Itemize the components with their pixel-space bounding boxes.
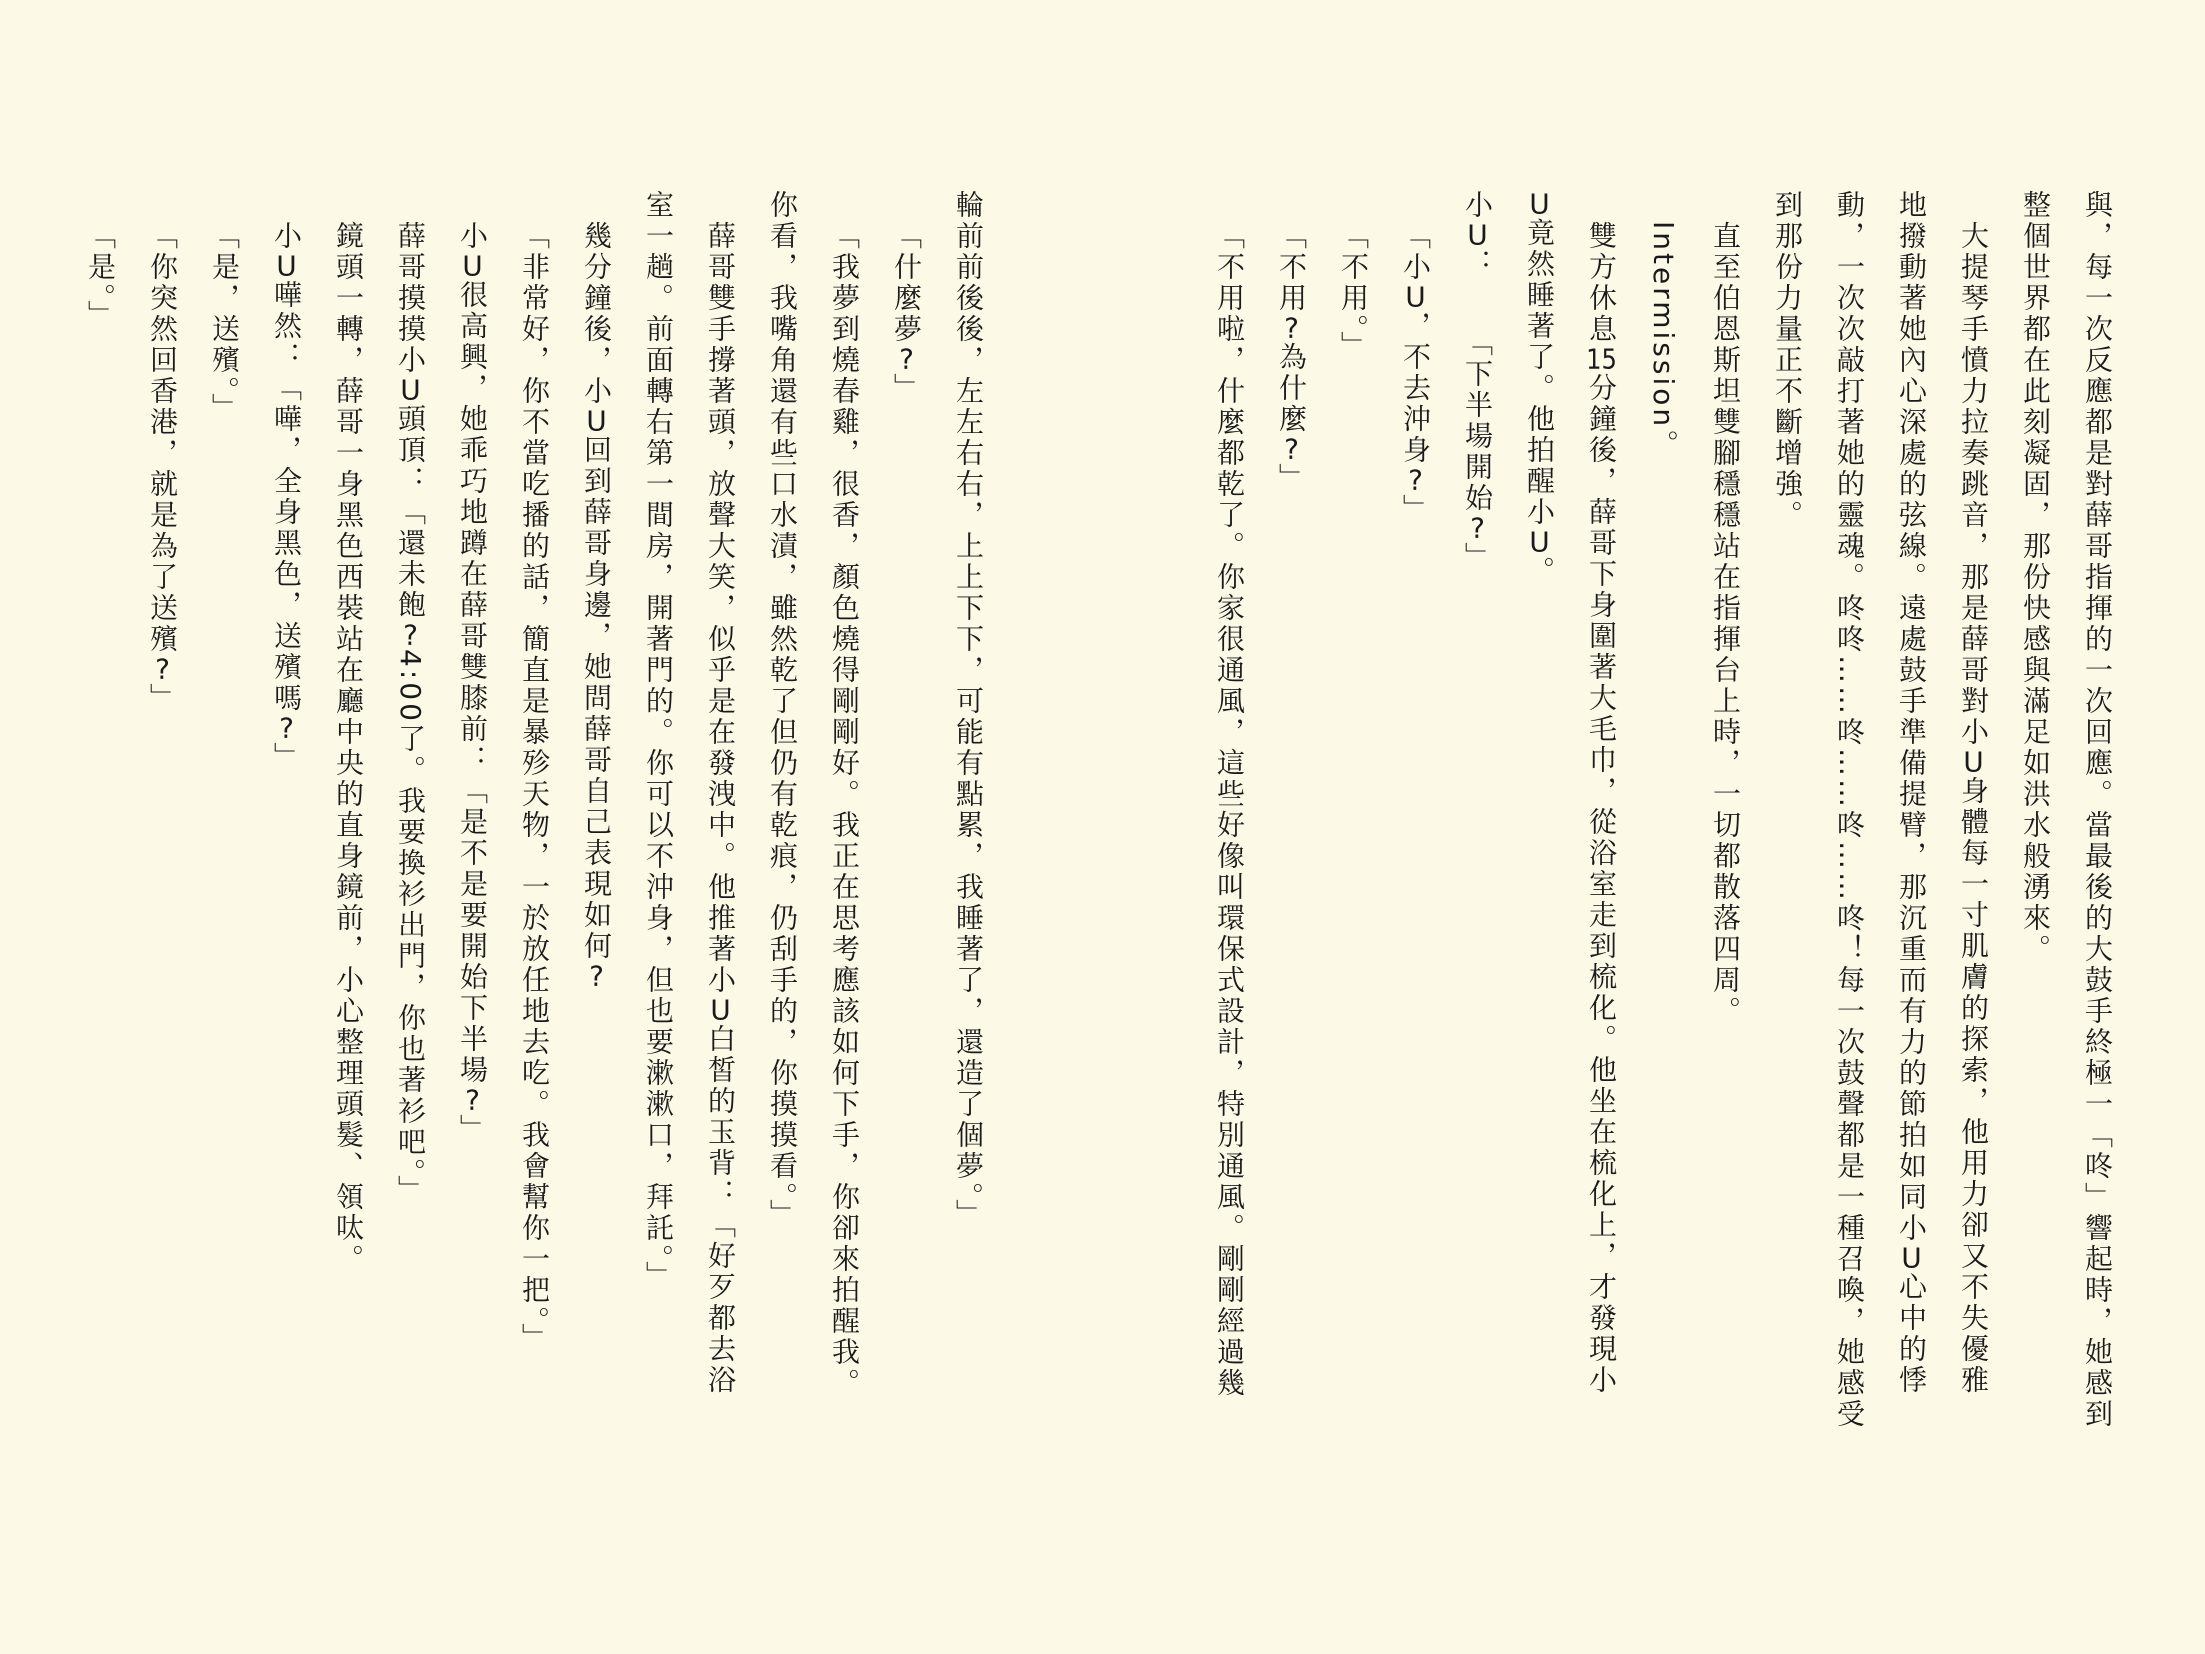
text-column: 你看，我嘴角還有些口水漬，雖然乾了但仍有乾痕，仍刮手的，你摸摸看。」 [766, 190, 799, 1230]
text-column: 小U： 「下半場開始?」 [1461, 190, 1494, 573]
text-column: 與，每一次反應都是對薛哥指揮的一次回應。當最後的大鼓手終極一「咚」響起時，她感到 [2081, 190, 2114, 1430]
text-column: 大提琴手憤力拉奏跳音，那是薛哥對小U身體每一寸肌膚的探索，他用力卻又不失優雅 [1957, 221, 1990, 1396]
text-column: 「非常好，你不當吃播的話，簡直是暴殄天物，一於放任地去吃。我會幫你一把。」 [518, 221, 551, 1354]
text-column: 「你突然回香港，就是為了送殯?」 [146, 221, 179, 714]
text-column: 「是，送殯。」 [208, 221, 241, 424]
text-column: 雙方休息15分鐘後，薛哥下身圍著大毛巾，從浴室走到梳化。他坐在梳化上，才發現小 [1585, 221, 1618, 1396]
text-column: 輪前前後後，左左右右，上上下下，可能有點累，我睡著了，還造了個夢。」 [952, 190, 985, 1230]
text-column: 地撥動著她內心深處的弦線。遠處鼓手準備提臂，那沉重而有力的節拍如同小U心中的悸 [1895, 190, 1928, 1396]
text-column: 薛哥雙手撐著頭，放聲大笑，似乎是在發洩中。他推著小U白皙的玉背：「好歹都去浴 [704, 221, 737, 1396]
text-column: U竟然睡著了。他拍醒小U。 [1523, 190, 1556, 587]
text-column: 小U嘩然：「嘩，全身黑色，送殯嗎?」 [270, 221, 303, 773]
text-column: 「不用啦，什麼都乾了。你家很通風，這些好像叫環保式設計，特別通風。剛剛經過幾 [1213, 221, 1246, 1399]
text-column: 到那份力量正不斷增強。 [1771, 190, 1804, 531]
text-column: 室一趟。前面轉右第一間房，開著門的。你可以不沖身，但也要漱漱口，拜託。」 [642, 190, 675, 1292]
text-column: 「是。」 [84, 221, 117, 331]
text-column: 「小U，不去沖身?」 [1399, 221, 1432, 525]
text-column: 整個世界都在此刻凝固，那份快感與滿足如洪水般湧來。 [2019, 190, 2052, 965]
text-column: 動，一次次敲打著她的靈魂。咚咚……咚……咚……咚！每一次鼓聲都是一種召喚，她感受 [1833, 190, 1866, 1430]
text-column: 「不用。」 [1337, 221, 1370, 362]
text-column: 直至伯恩斯坦雙腳穩穩站在指揮台上時，一切都散落四周。 [1709, 221, 1742, 1027]
text-column: Intermission。 [1647, 221, 1680, 461]
text-column: 「我夢到燒春雞，很香，顏色燒得剛剛好。我正在思考應該如何下手，你卻來拍醒我。 [828, 221, 861, 1399]
left-page-text [54, 190, 984, 1460]
text-column: 「什麼夢?」 [890, 221, 923, 404]
text-column: 鏡頭一轉，薛哥一身黑色西裝站在廳中央的直身鏡前，小心整理頭髮、領呔。 [332, 221, 365, 1275]
text-column: 小U很高興，她乖巧地蹲在薛哥雙膝前：「是不是要開始下半場?」 [456, 221, 489, 1145]
text-column: 「不用?為什麼?」 [1275, 221, 1308, 494]
text-column: 薛哥摸摸小U頭頂：「還未飽?4:00了。我要換衫出門，你也著衫吧。」 [394, 221, 427, 1206]
right-page-text [1183, 190, 2113, 1460]
text-column: 幾分鐘後，小U回到薛哥身邊，她問薛哥自己表現如何? [580, 221, 613, 990]
